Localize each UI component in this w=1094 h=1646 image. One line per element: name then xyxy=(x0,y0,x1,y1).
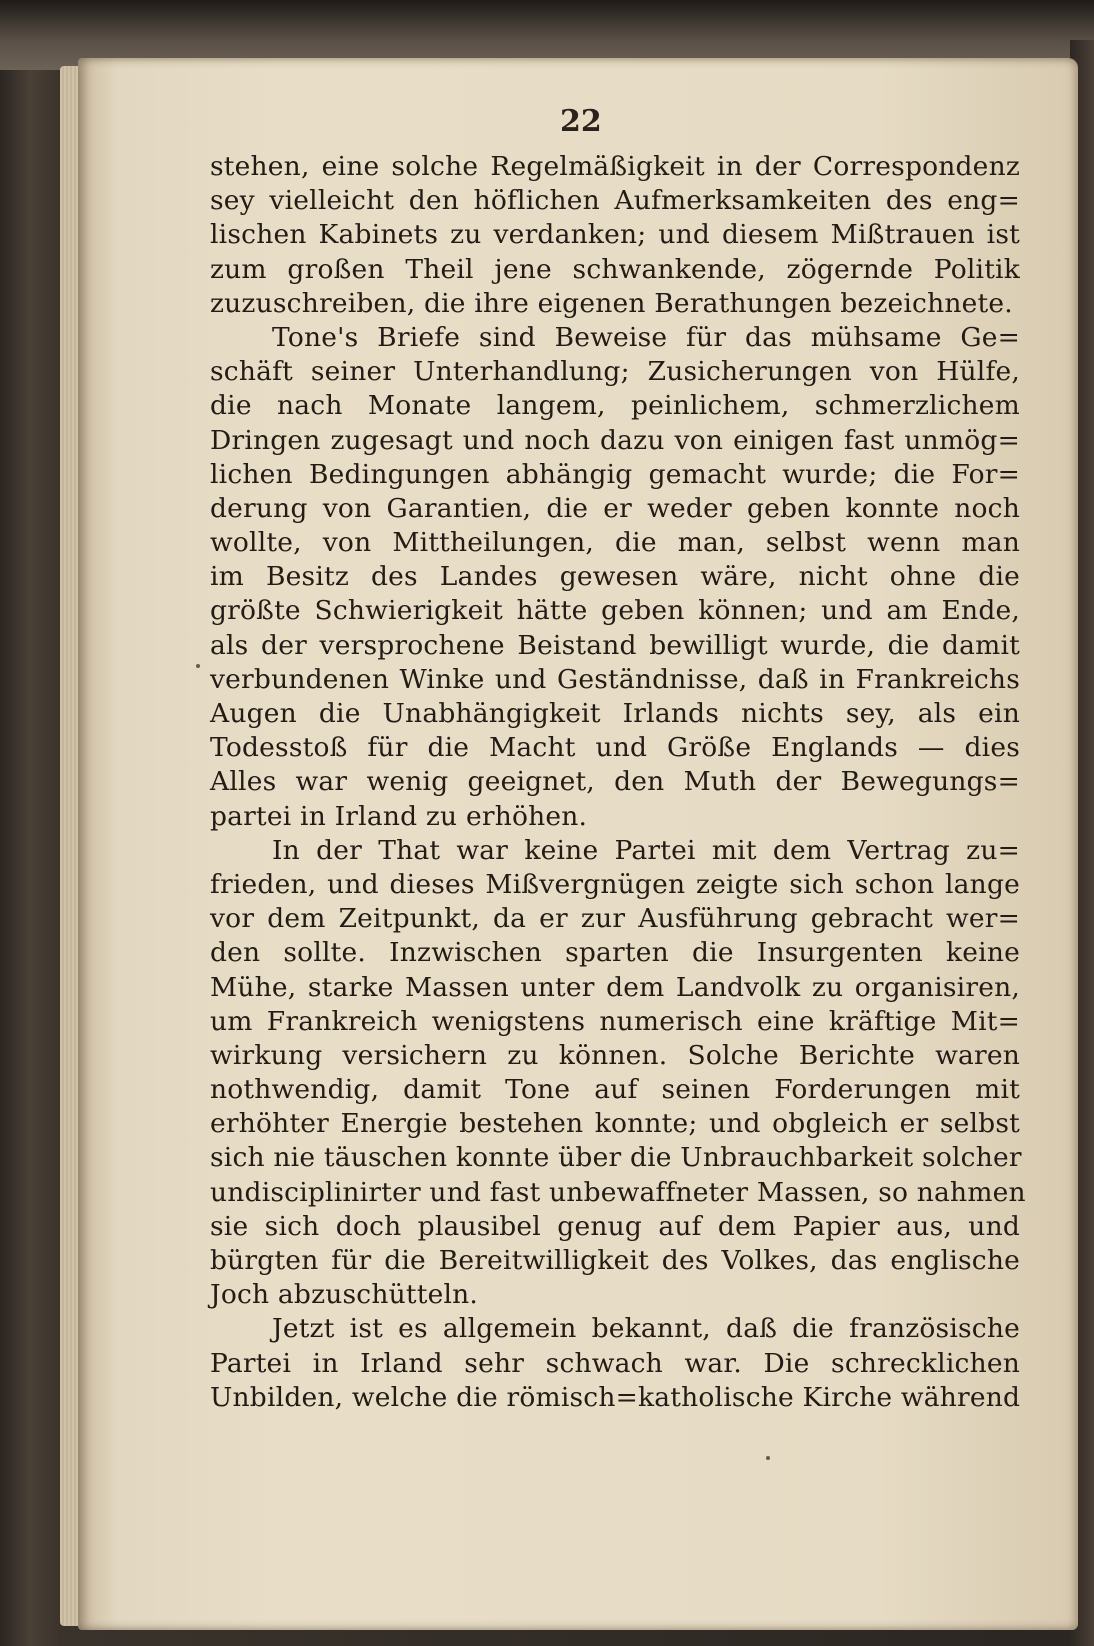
text-line: Mühe, starke Massen unter dem Landvolk zu organisiren, xyxy=(210,971,1020,1003)
text-line: den sollte. Inzwischen sparten die Insurgenten keine xyxy=(210,937,1020,969)
text-line: partei in Irland zu erhöhen. xyxy=(210,800,588,832)
text-line: lischen Kabinets zu verdanken; und diesem Mißtrauen ist xyxy=(210,219,1020,251)
paper-speck xyxy=(766,1456,770,1460)
text-line: sich nie täuschen konnte über die Unbrauchbarkeit solcher xyxy=(210,1142,1022,1174)
text-line: zuzuschreiben, die ihre eigenen Berathungen bezeichnete. xyxy=(210,287,1013,319)
text-line: als der versprochene Beistand bewilligt wurde, die damit xyxy=(210,629,1020,661)
text-line: derung von Garantien, die er weder geben konnte noch xyxy=(210,492,1020,524)
text-line: Tone's Briefe sind Beweise für das mühsame Ge= xyxy=(272,321,1020,353)
text-line: erhöhter Energie bestehen konnte; und obgleich er selbst xyxy=(210,1108,1020,1140)
page-number: 22 xyxy=(560,104,602,139)
text-line: Augen die Unabhängigkeit Irlands nichts sey, als ein xyxy=(210,698,1020,729)
text-line: um Frankreich wenigstens numerisch eine kräftige Mit= xyxy=(210,1005,1020,1037)
text-line: Alles war wenig geeignet, den Muth der Bewegungs= xyxy=(210,766,1020,798)
text-line: Jetzt ist es allgemein bekannt, daß die französische xyxy=(272,1313,1020,1345)
paper-speck xyxy=(196,664,200,668)
text-line: die nach Monate langem, peinlichem, schmerzlichem xyxy=(210,390,1020,422)
text-line: zum großen Theil jene schwankende, zögernde Politik xyxy=(210,253,1020,285)
text-line: Partei in Irland sehr schwach war. Die schrecklichen xyxy=(210,1347,1020,1379)
body-text xyxy=(210,150,1026,1415)
text-line: sey vielleicht den höflichen Aufmerksamkeiten des eng= xyxy=(210,185,1020,217)
text-line: bürgten für die Bereitwilligkeit des Volkes, das englische xyxy=(210,1245,1020,1276)
text-line: frieden, und dieses Mißvergnügen zeigte sich schon lange xyxy=(210,868,1020,900)
text-line: wollte, von Mittheilungen, die man, selbst wenn man xyxy=(210,527,1020,559)
text-line: Joch abzuschütteln. xyxy=(210,1279,479,1311)
text-line: verbundenen Winke und Geständnisse, daß in Frankreichs xyxy=(210,663,1020,695)
text-line: schäft seiner Unterhandlung; Zusicherungen von Hülfe, xyxy=(210,356,1020,388)
text-line: lichen Bedingungen abhängig gemacht wurde; die For= xyxy=(210,458,1020,490)
text-line: vor dem Zeitpunkt, da er zur Ausführung gebracht wer= xyxy=(210,903,1020,935)
text-line: nothwendig, damit Tone auf seinen Forderungen mit xyxy=(210,1074,1020,1106)
text-line: sie sich doch plausibel genug auf dem Papier aus, und xyxy=(210,1210,1020,1242)
text-line: Dringen zugesagt und noch dazu von einigen fast unmög= xyxy=(210,424,1020,456)
text-line: wirkung versichern zu können. Solche Berichte waren xyxy=(210,1039,1020,1071)
text-line: stehen, eine solche Regelmäßigkeit in der Correspondenz xyxy=(210,151,1020,182)
text-line: größte Schwierigkeit hätte geben können; und am Ende, xyxy=(210,595,1020,627)
text-line: Unbilden, welche die römisch=katholische Kirche während xyxy=(210,1381,1021,1413)
text-line: im Besitz des Landes gewesen wäre, nicht ohne die xyxy=(210,561,1020,593)
text-line: In der That war keine Partei mit dem Vertrag zu= xyxy=(272,834,1020,866)
text-line: undisciplinirter und fast unbewaffneter Massen, so nahmen xyxy=(210,1176,1026,1208)
text-line: Todesstoß für die Macht und Größe Englands — dies xyxy=(210,732,1020,764)
